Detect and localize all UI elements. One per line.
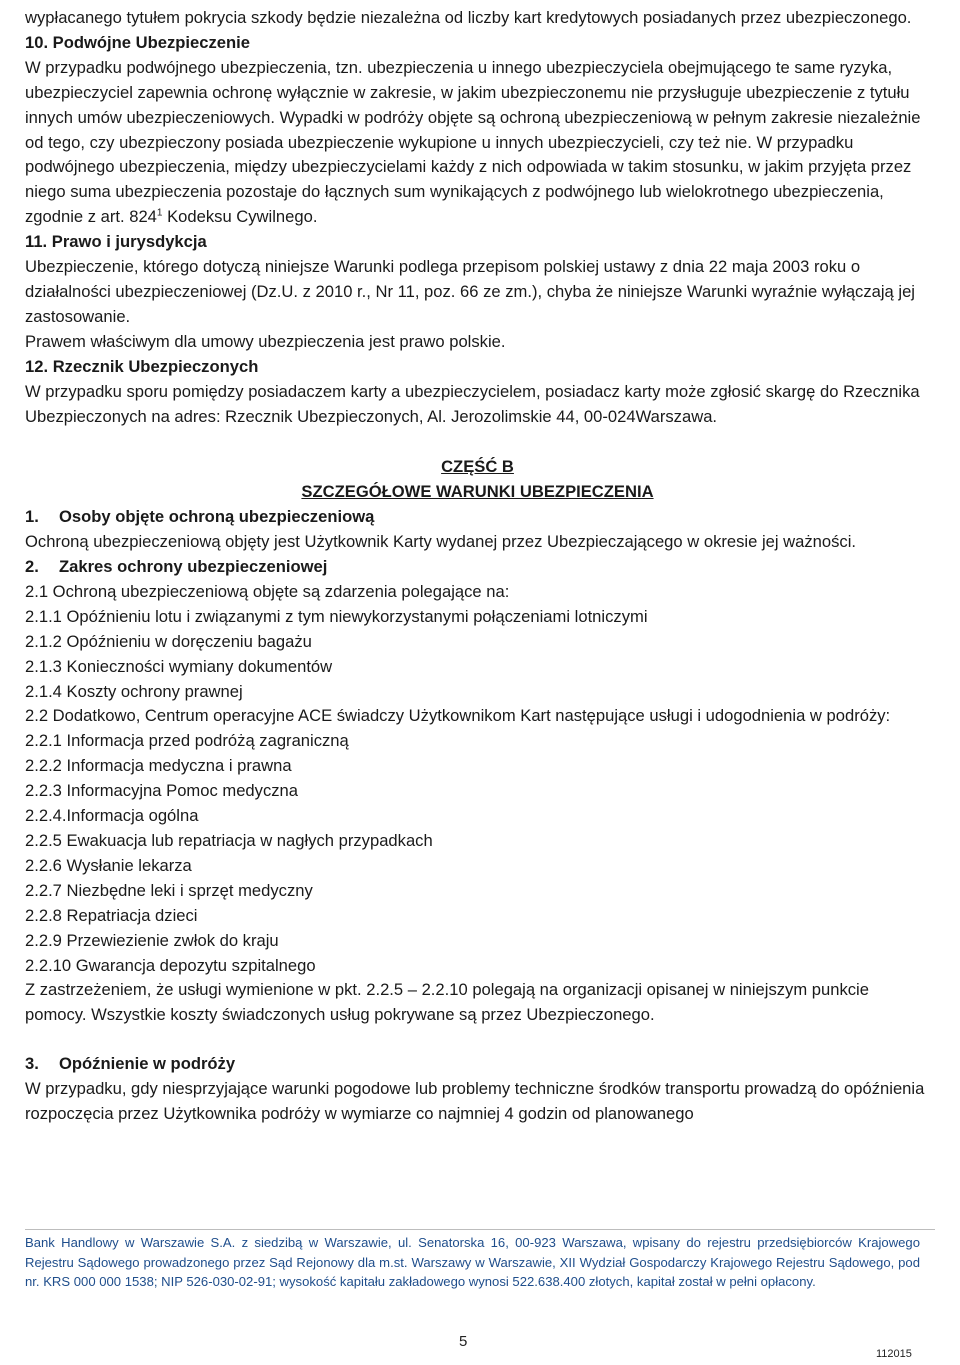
section-11-number: 11. [25,232,48,252]
b2-item: 2.2.7 Niezbędne leki i sprzęt medyczny [25,880,313,900]
spacer [25,429,930,455]
b2-item: 2.1.1 Opóźnieniu lotu i związanymi z tym niewykorzystanymi połączeniami lotniczymi [25,606,648,626]
b2-note: Z zastrzeżeniem, że usługi wymienione w pkt. 2.2.5 – 2.2.10 polegają na organizacji opisanej w niniejszym punkcie pomocy. Wszystkie koszty świadczonych usług pokrywane są przez Ubezpieczonego. [25,980,869,1025]
b2-item: 2.1 Ochroną ubezpieczeniową objęte są zdarzenia polegające na: [25,581,510,601]
b2-item: 2.2.5 Ewakuacja lub repatriacja w nagłych przypadkach [25,831,433,850]
spacer [25,1028,930,1052]
b2-item: 2.1.4 Koszty ochrony prawnej [25,681,243,701]
footer-legal-text: Bank Handlowy w Warszawie S.A. z siedzibą w Warszawie, ul. Senatorska 16, 00-923 Warszawa, wpisany do rejestru przedsiębiorców Krajowego Rejestru Sądowego prowadzonego przez Sąd Rejonowy dla m.st. Warszawy w Warszawie, XII Wydział Gospodarczy Krajowego Rejestru Sądowego, pod nr. KRS 000 000 1538; NIP 526-030-02-91; wysokość kapitału zakładowego wynosi 522.638.400 złotych, kapitał został w pełni opłacony. [25,1235,920,1290]
footer-divider [25,1229,935,1230]
b3-heading [25,1052,930,1077]
section-10-heading: 10. Podwójne Ubezpieczenie [25,32,250,52]
b3-paragraph: W przypadku, gdy niesprzyjające warunki pogodowe lub problemy techniczne środków transportu prowadzą do opóźnienia rozpoczęcia przez Użytkownika podróży w wymiarze co najmniej 4 godzin od planowanego [25,1079,925,1124]
part-b-title: CZĘŚĆ B [441,457,514,477]
b2-item: 2.2.10 Gwarancja depozytu szpitalnego [25,955,316,975]
intro-paragraph: wypłacanego tytułem pokrycia szkody będzie niezależna od liczby kart kredytowych posiadanych przez ubezpieczonego. [25,8,912,27]
b2-title: Zakres ochrony ubezpieczeniowej [59,557,328,577]
b3-title: Opóźnienie w podróży [59,1054,236,1074]
section-11-paragraph-2: Prawem właściwym dla umowy ubezpieczenia jest prawo polskie. [25,331,506,351]
document-body [25,6,930,1127]
section-10-text-end: Kodeksu Cywilnego. [162,207,318,227]
section-10-paragraph [25,56,930,230]
section-12-heading [25,355,930,380]
b1-title: Osoby objęte ochroną ubezpieczeniową [59,507,375,527]
b2-heading [25,555,930,580]
part-b-heading [25,455,930,505]
section-12-title: Rzecznik Ubezpieczonych [52,356,259,376]
b2-item: 2.2.2 Informacja medyczna i prawna [25,756,292,776]
document-code: 112015 [876,1348,912,1360]
b2-item: 2.1.2 Opóźnieniu w doręczeniu bagażu [25,631,312,651]
b2-item: 2.1.3 Konieczności wymiany dokumentów [25,656,333,676]
b2-item: 2.2.9 Przewiezienie zwłok do kraju [25,930,279,950]
part-b-subtitle: SZCZEGÓŁOWE WARUNKI UBEZPIECZENIA [301,482,654,502]
b2-number: 2. [25,557,39,577]
section-11-paragraph-1: Ubezpieczenie, którego dotyczą niniejsze Warunki podlega przepisom polskiej ustawy z dnia 22 maja 2003 roku o działalności ubezpieczeniowej (Dz.U. z 2010 r., Nr 11, poz. 66 ze zm.), chyba że niniejsze Warunki wyraźnie wyłączają jej zastosowanie. [25,257,915,326]
section-10-text: W przypadku podwójnego ubezpieczenia, tzn. ubezpieczenia u innego ubezpieczyciela obejmującego te same ryzyka, ubezpieczyciel zapewnia ochronę wyłącznie w zakresie, w jakim ubezpieczonemu nie przysługuje ubezpieczenie z tytułu innych umów ubezpieczeniowych. Wypadki w podróży objęte są ochroną ubezpieczeniową w pełnym zakresie niezależnie od tego, czy ubezpieczony posiada ubezpieczenie wykupione u innych ubezpieczycieli, czy też nie. W przypadku podwójnego ubezpieczenia, między ubezpieczycielami każdy z nich odpowiada w takim stosunku, w jakim przyjęta przez niego suma ubezpieczenia pozostaje do łącznych sum wynikających z podwójnego lub wielokrotnego ubezpieczenia, zgodnie z art. 824 [25,57,921,227]
b2-item: 2.2.8 Repatriacja dzieci [25,905,198,925]
b2-item: 2.2.1 Informacja przed podróżą zagraniczną [25,731,349,751]
b2-item: 2.2.4.Informacja ogólna [25,806,199,826]
section-12-number: 12. [25,356,49,376]
b3-number: 3. [25,1054,39,1074]
b2-item: 2.2 Dodatkowo, Centrum operacyjne ACE świadczy Użytkownikom Kart następujące usługi i udogodnienia w podróży: [25,706,891,726]
b1-paragraph: Ochroną ubezpieczeniową objęty jest Użytkownik Karty wydanej przez Ubezpieczającego w okresie jej ważności. [25,532,857,552]
section-12-paragraph: W przypadku sporu pomiędzy posiadaczem karty a ubezpieczycielem, posiadacz karty może zgłosić skargę do Rzecznika Ubezpieczonych na adres: Rzecznik Ubezpieczonych, Al. Jerozolimskie 44, 00-024Warszawa. [25,381,920,426]
b2-item: 2.2.3 Informacyjna Pomoc medyczna [25,781,299,801]
b2-item: 2.2.6 Wysłanie lekarza [25,855,192,875]
page-number: 5 [459,1333,468,1350]
section-11-title: Prawo i jurysdykcja [51,232,207,252]
b1-heading [25,505,930,530]
section-11-heading [25,230,930,255]
section-10-superscript: 1 [156,207,163,219]
b1-number: 1. [25,507,39,527]
